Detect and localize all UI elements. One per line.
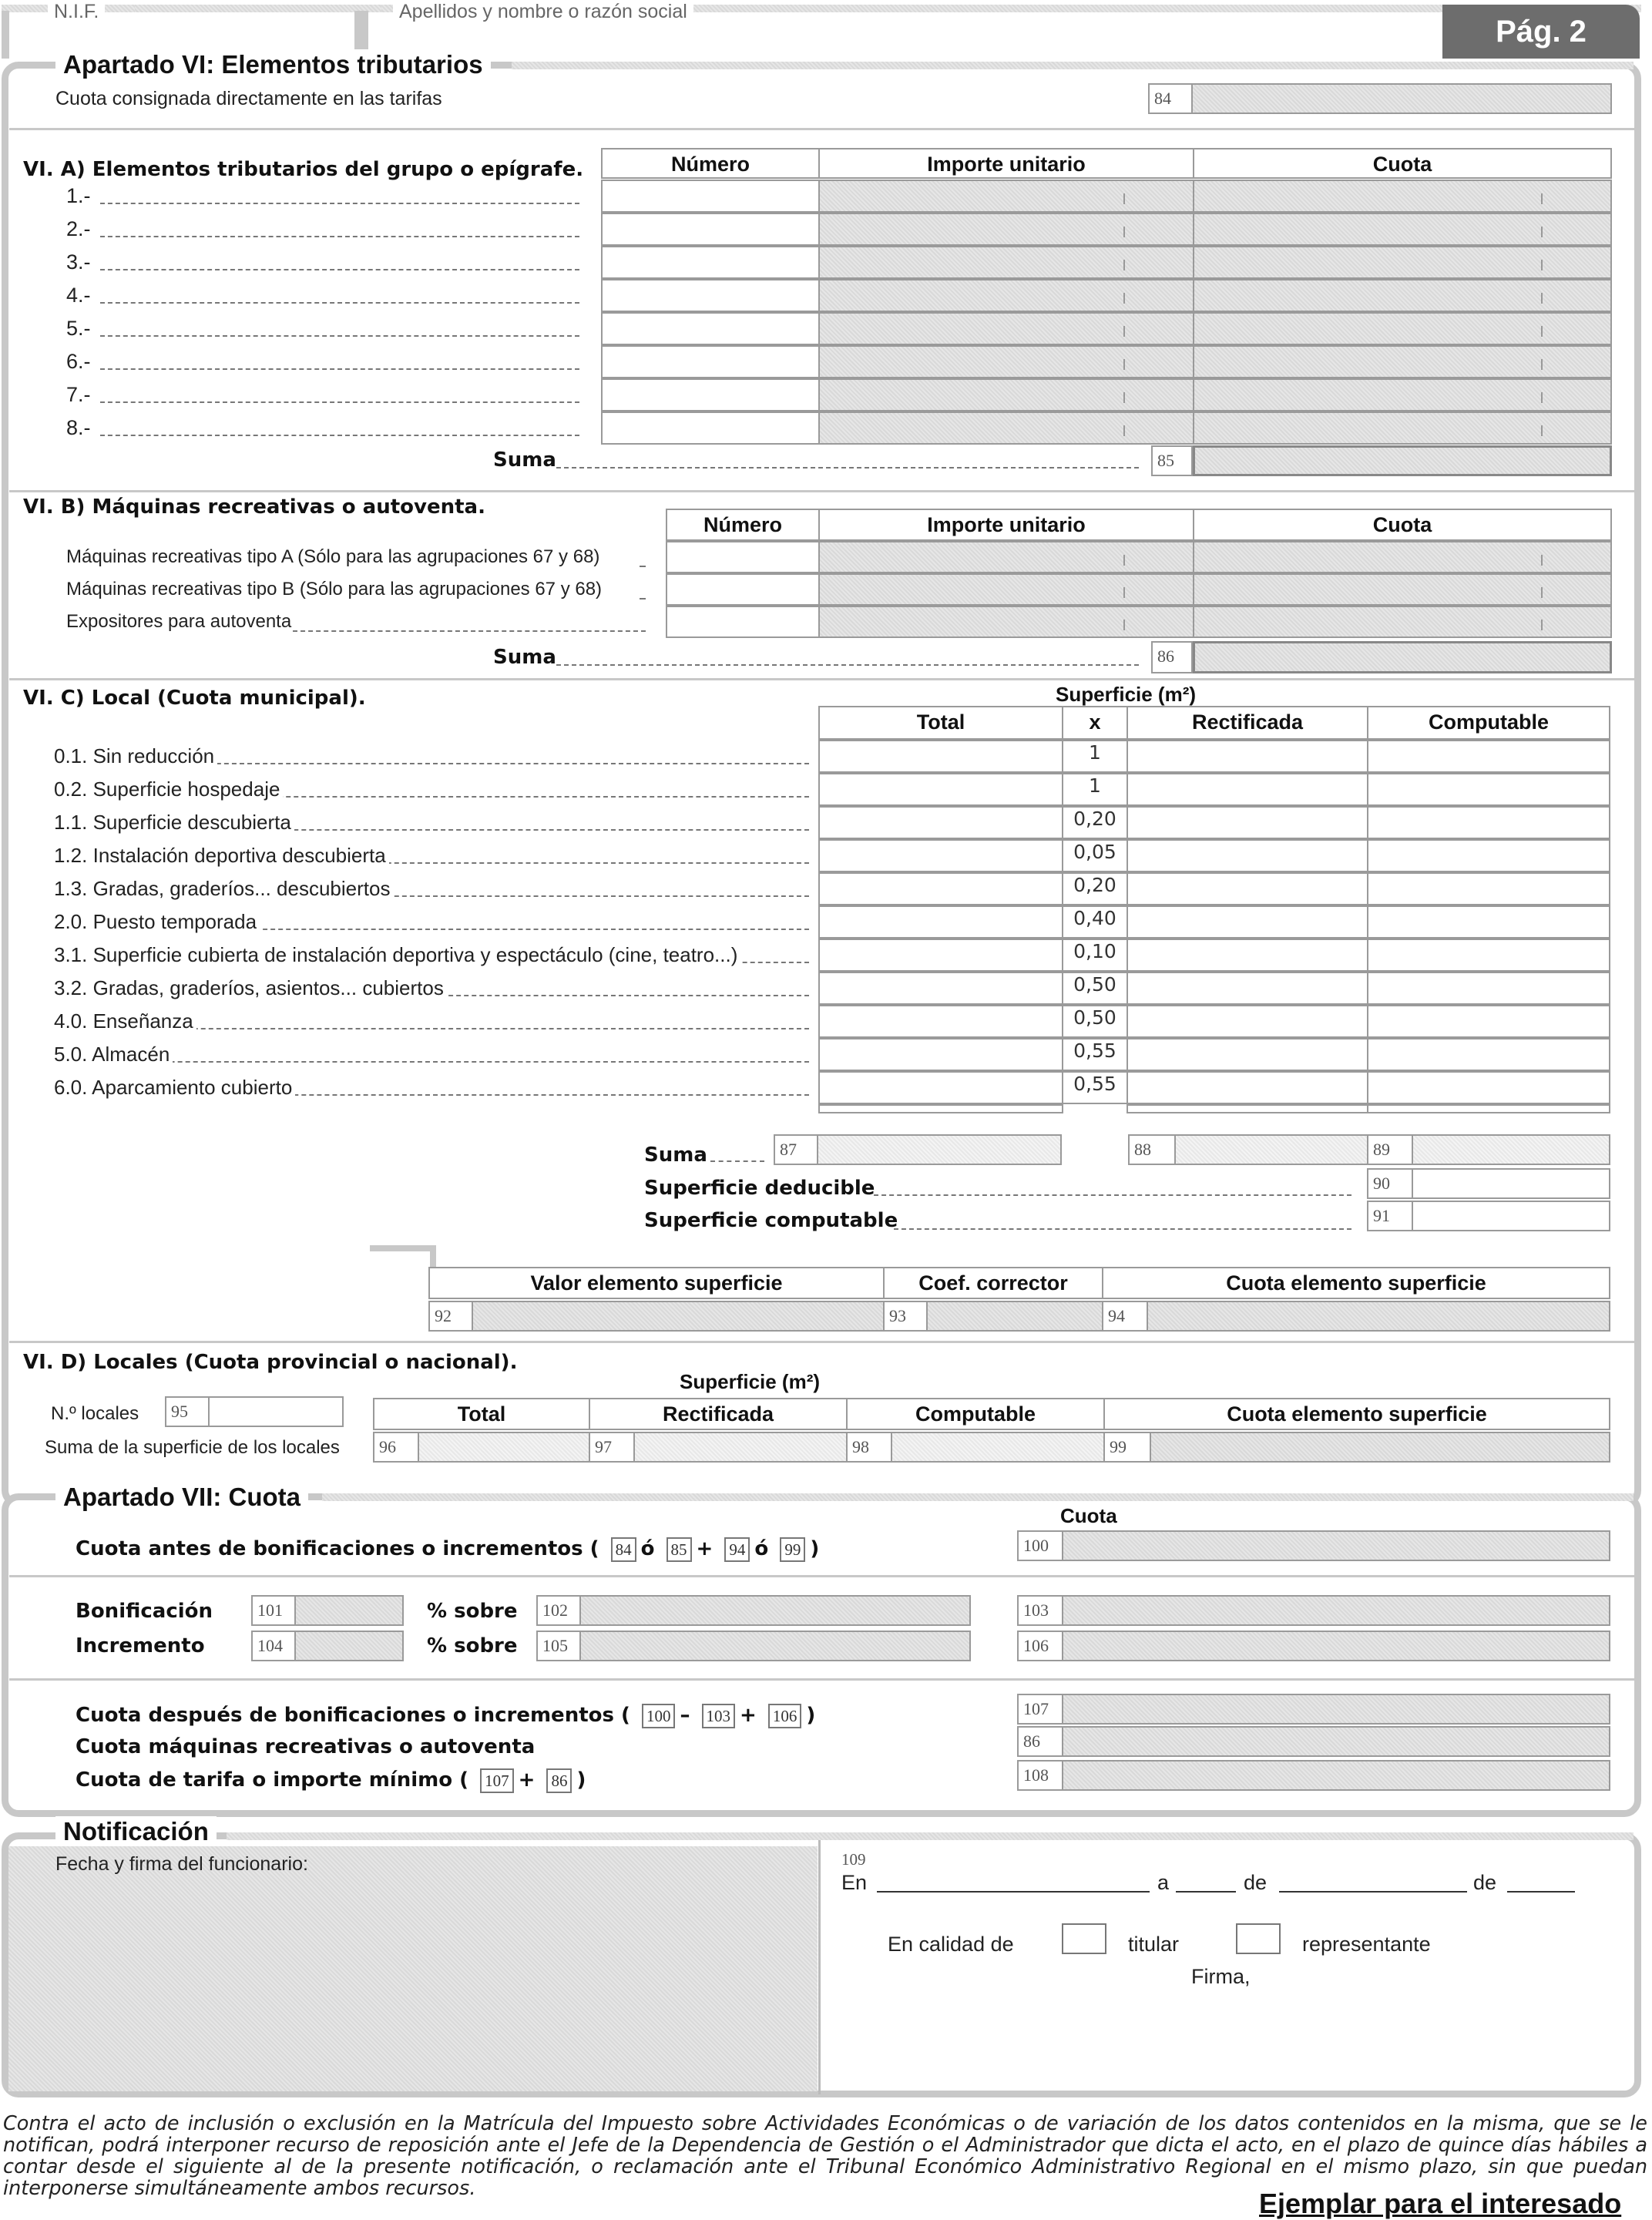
b-row-label-3: Expositores para autoventa [66, 611, 292, 632]
field-93[interactable] [926, 1301, 1103, 1332]
d-header-computable: Computable [846, 1398, 1105, 1430]
fecha-firma-label: Fecha y firma del funcionario: [55, 1853, 308, 1875]
code-90: 90 [1367, 1168, 1413, 1199]
ref-107: 107 [480, 1768, 514, 1793]
field-84[interactable] [1191, 83, 1612, 114]
suma-locales-label: Suma de la superficie de los locales [45, 1437, 340, 1458]
c-row-rectificada-input[interactable] [1127, 1071, 1368, 1104]
b-row-numero-input[interactable] [666, 541, 820, 573]
c-row-computable-input[interactable] [1367, 1071, 1610, 1104]
month-line[interactable] [1279, 1891, 1467, 1893]
decimal-tick [1541, 392, 1543, 403]
field-87[interactable] [817, 1134, 1062, 1165]
field-101[interactable] [294, 1595, 404, 1626]
d-header-rectificada: Rectificada [589, 1398, 848, 1430]
op-plus: + [740, 1704, 757, 1727]
field-104[interactable] [294, 1631, 404, 1661]
title-strip [512, 62, 1634, 69]
divider [9, 1678, 1635, 1681]
apartado-vii-title: Apartado VII: Cuota [55, 1482, 308, 1513]
b-row-label-2: Máquinas recreativas tipo B (Sólo para las agrupaciones 67 y 68) [66, 579, 603, 600]
op-minus: – [680, 1704, 690, 1727]
divider [9, 128, 1635, 130]
code-95: 95 [165, 1396, 210, 1427]
decimal-tick [1541, 326, 1543, 337]
code-92: 92 [428, 1301, 473, 1332]
a-row-importe-input[interactable] [818, 213, 1194, 246]
nif-label: N.I.F. [48, 0, 105, 23]
decimal-tick [1541, 193, 1543, 204]
c-row-total-input[interactable] [818, 740, 1063, 773]
a-row-leader [100, 269, 579, 270]
c-row-rectificada-input[interactable] [1127, 1038, 1368, 1071]
close-paren: ) [576, 1768, 586, 1792]
a-row-cuota-input[interactable] [1193, 411, 1612, 445]
field-95[interactable] [208, 1396, 344, 1427]
a-row-importe-input[interactable] [818, 411, 1194, 445]
c-header-computable: Computable [1367, 706, 1610, 740]
a-row-numero-input[interactable] [601, 411, 820, 445]
cuota-tarifa-formula [76, 1766, 586, 1794]
incremento-label: Incremento [76, 1634, 205, 1657]
c-row-rectificada-input[interactable] [1127, 972, 1368, 1005]
a-row-leader [100, 368, 579, 370]
a-row-numero-input[interactable] [601, 213, 820, 246]
decimal-tick [1123, 359, 1125, 370]
c-row-factor: 0,55 [1062, 1071, 1128, 1104]
code-106: 106 [1017, 1631, 1063, 1661]
ref-84: 84 [611, 1537, 636, 1562]
c-row-computable-input[interactable] [1367, 839, 1610, 872]
c-row-factor: 0,20 [1062, 872, 1128, 905]
decimal-tick [1541, 260, 1543, 270]
n-locales-label: N.º locales [51, 1403, 139, 1424]
code-85: 85 [1151, 445, 1193, 476]
divider [9, 678, 1635, 680]
c-row-computable-input[interactable] [1367, 740, 1610, 773]
section-d-title: VI. D) Locales (Cuota provincial o nacional). [23, 1351, 518, 1374]
b-row-cuota-input[interactable] [1193, 541, 1612, 573]
ref-86: 86 [546, 1768, 572, 1793]
cuota-antes-text: Cuota antes de bonificaciones o incrementos ( [76, 1537, 599, 1560]
ref-94: 94 [724, 1537, 750, 1562]
c-row-rectificada-input[interactable] [1127, 806, 1368, 839]
field-98[interactable] [891, 1432, 1105, 1463]
decimal-tick [1541, 293, 1543, 304]
op-plus: + [518, 1768, 536, 1792]
code-84: 84 [1148, 83, 1193, 114]
b-row-importe-input[interactable] [818, 573, 1194, 606]
titular-label: titular [1128, 1933, 1180, 1956]
a-row-cuota-input[interactable] [1193, 279, 1612, 312]
a-label: a [1157, 1871, 1170, 1894]
c-row-factor: 1 [1062, 773, 1128, 806]
c-row-rectificada-input[interactable] [1127, 839, 1368, 872]
a-row-leader [100, 236, 579, 237]
ejemplar-label: Ejemplar para el interesado [1259, 2188, 1622, 2219]
code-99: 99 [1103, 1432, 1151, 1463]
code-96: 96 [373, 1432, 419, 1463]
op-o: ó [754, 1537, 769, 1560]
year-line[interactable] [1507, 1891, 1575, 1893]
c-row-total-input[interactable] [818, 972, 1063, 1005]
sobre-label-1: % sobre [427, 1600, 518, 1623]
c-suma-leader [710, 1160, 764, 1162]
a-row-importe-input[interactable] [818, 279, 1194, 312]
superficie-computable-label: Superficie computable [644, 1209, 898, 1232]
field-106[interactable] [1062, 1631, 1610, 1661]
a-row-number-5: 5.- [66, 317, 91, 340]
cuota-despues-text: Cuota después de bonificaciones o incrementos ( [76, 1704, 630, 1727]
field-85[interactable] [1193, 445, 1612, 476]
representante-checkbox[interactable] [1236, 1923, 1281, 1954]
code-89: 89 [1367, 1134, 1413, 1165]
field-108[interactable] [1062, 1760, 1610, 1791]
code-108: 108 [1017, 1760, 1063, 1791]
a-row-cuota-input[interactable] [1193, 312, 1612, 345]
section-c-title: VI. C) Local (Cuota municipal). [23, 687, 366, 710]
c-row-total-extra [818, 1104, 1063, 1113]
decimal-tick [1123, 227, 1125, 237]
c-row-factor: 0,55 [1062, 1038, 1128, 1071]
c-row-computable-input[interactable] [1367, 773, 1610, 806]
code-103: 103 [1017, 1595, 1063, 1626]
cuota-antes-formula [76, 1535, 819, 1563]
c-row-rectificada-input[interactable] [1127, 773, 1368, 806]
code-86-b: 86 [1017, 1726, 1063, 1757]
c-row-total-input[interactable] [818, 839, 1063, 872]
field-92[interactable] [472, 1301, 885, 1332]
code-102: 102 [536, 1595, 581, 1626]
firma-label: Firma, [1191, 1965, 1251, 1988]
code-86: 86 [1151, 641, 1193, 673]
legal-note: Contra el acto de inclusión o exclusión en la Matrícula del Impuesto sobre Actividades Económicas o de variación de los datos contenidos en la misma, que se le notifican, podrá interponer recurso de reposición ante el Jefe de la Dependencia de Gestión o el Administrador que dicta el acto, en el plazo de quince días hábiles a contar desde el siguiente al de la presente notificación, o reclamación ante el Tribunal Económico Administrativo Regional en el mismo plazo, sin que puedan interponerse simultáneamente ambos recursos. [3, 2112, 1647, 2200]
superficie-deducible-label: Superficie deducible [644, 1177, 875, 1200]
c-row-comp-extra [1367, 1104, 1610, 1113]
decimal-tick [1123, 260, 1125, 270]
representante-label: representante [1302, 1933, 1431, 1956]
a-row-numero-input[interactable] [601, 279, 820, 312]
c-row-rectificada-input[interactable] [1127, 939, 1368, 972]
c-row-computable-input[interactable] [1367, 872, 1610, 905]
c-suma-label: Suma [644, 1144, 707, 1167]
op-plus: + [696, 1537, 714, 1560]
a-row-leader [100, 401, 579, 403]
a-row-leader [100, 335, 579, 337]
field-107[interactable] [1062, 1694, 1610, 1725]
a-row-cuota-input[interactable] [1193, 345, 1612, 378]
a-row-leader [100, 203, 579, 204]
a-row-cuota-input[interactable] [1193, 213, 1612, 246]
b-row-importe-input[interactable] [818, 606, 1194, 638]
code-98: 98 [846, 1432, 892, 1463]
a-row-importe-input[interactable] [818, 345, 1194, 378]
close-paren: ) [806, 1704, 816, 1727]
field-96[interactable] [418, 1432, 590, 1463]
c-row-label-2: 0.2. Superficie hospedaje [54, 778, 283, 801]
a-row-numero-input[interactable] [601, 180, 820, 213]
decimal-tick [1541, 227, 1543, 237]
b-row-numero-input[interactable] [666, 606, 820, 638]
a-row-number-2: 2.- [66, 217, 91, 240]
c-row-computable-input[interactable] [1367, 806, 1610, 839]
c-header-rectificada: Rectificada [1127, 706, 1368, 740]
decimal-tick [1541, 620, 1543, 630]
code-88: 88 [1128, 1134, 1176, 1165]
a-row-number-8: 8.- [66, 416, 91, 439]
a-row-number-1: 1.- [66, 184, 91, 207]
c-row-factor: 0,40 [1062, 905, 1128, 939]
c-row-factor: 0,50 [1062, 972, 1128, 1005]
c-row-rectificada-input[interactable] [1127, 872, 1368, 905]
nif-field[interactable] [135, 5, 381, 12]
cuota-tarifas-label: Cuota consignada directamente en las tarifas [55, 88, 442, 109]
code-101: 101 [251, 1595, 296, 1626]
en-place-line[interactable] [877, 1891, 1150, 1893]
a-row-cuota-input[interactable] [1193, 246, 1612, 279]
en-label: En [841, 1871, 868, 1894]
ref-99: 99 [780, 1537, 805, 1562]
c-row-total-input[interactable] [818, 872, 1063, 905]
notif-divider [818, 1840, 821, 2094]
b-row-cuota-input[interactable] [1193, 606, 1612, 638]
code-109: 109 [841, 1850, 866, 1869]
code-93: 93 [883, 1301, 928, 1332]
name-label: Apellidos y nombre o razón social [393, 0, 693, 23]
b-row-numero-input[interactable] [666, 573, 820, 606]
decimal-tick [1123, 392, 1125, 403]
b-row-label-1: Máquinas recreativas tipo A (Sólo para las agrupaciones 67 y 68) [66, 546, 600, 567]
a-row-number-6: 6.- [66, 350, 91, 373]
field-100[interactable] [1062, 1530, 1610, 1561]
a-row-importe-input[interactable] [818, 312, 1194, 345]
c-row-factor: 0,10 [1062, 939, 1128, 972]
deducible-leader [874, 1194, 1351, 1196]
c-row-label-11: 6.0. Aparcamiento cubierto [54, 1076, 295, 1099]
b-suma-label: Suma [493, 646, 556, 669]
computable-leader [894, 1228, 1351, 1230]
field-103[interactable] [1062, 1595, 1610, 1626]
funcionario-signature-area[interactable] [8, 1846, 818, 2091]
field-89[interactable] [1412, 1134, 1610, 1165]
a-suma-label: Suma [493, 448, 556, 472]
field-86[interactable] [1193, 641, 1612, 673]
decimal-tick [1541, 425, 1543, 436]
title-strip [322, 1493, 1634, 1501]
cuota-maquinas-label: Cuota máquinas recreativas o autoventa [76, 1735, 536, 1758]
field-91[interactable] [1412, 1201, 1610, 1231]
b-header-cuota: Cuota [1193, 509, 1612, 541]
a-header-cuota: Cuota [1193, 148, 1612, 179]
decimal-tick [1123, 193, 1125, 204]
c-row-label-9: 4.0. Enseñanza [54, 1009, 196, 1033]
c-row-factor: 0,05 [1062, 839, 1128, 872]
field-99[interactable] [1150, 1432, 1610, 1463]
cuota-despues-formula [76, 1701, 815, 1729]
sobre-label-2: % sobre [427, 1634, 518, 1657]
b-suma-leader [556, 664, 1139, 666]
b-row-leader [640, 566, 646, 567]
c-row-computable-input[interactable] [1367, 972, 1610, 1005]
a-row-numero-input[interactable] [601, 345, 820, 378]
close-paren: ) [810, 1537, 820, 1560]
code-94: 94 [1102, 1301, 1148, 1332]
b-row-leader [640, 598, 646, 600]
b-row-leader [293, 630, 646, 632]
decimal-tick [1541, 555, 1543, 566]
c-row-rectificada-input[interactable] [1127, 740, 1368, 773]
ref-106: 106 [768, 1704, 802, 1728]
divider [9, 1341, 1635, 1343]
c-row-total-input[interactable] [818, 1005, 1063, 1038]
c-row-label-5: 1.3. Gradas, graderíos... descubiertos [54, 877, 393, 900]
decimal-tick [1541, 587, 1543, 598]
c-row-total-input[interactable] [818, 1038, 1063, 1071]
a-row-importe-input[interactable] [818, 378, 1194, 411]
c-row-factor: 1 [1062, 740, 1128, 773]
decimal-tick [1123, 620, 1125, 630]
c-row-label-10: 5.0. Almacén [54, 1043, 173, 1066]
code-91: 91 [1367, 1201, 1413, 1231]
decimal-tick [1123, 555, 1125, 566]
field-97[interactable] [633, 1432, 848, 1463]
divider [9, 490, 1635, 492]
decimal-tick [1123, 425, 1125, 436]
c-row-leader [62, 1061, 809, 1063]
code-100: 100 [1017, 1530, 1063, 1561]
code-105: 105 [536, 1631, 581, 1661]
b-header-importe: Importe unitario [818, 509, 1194, 541]
b-header-numero: Número [666, 509, 820, 541]
de-label-2: de [1473, 1871, 1497, 1894]
c-header-x: x [1062, 706, 1128, 740]
a-row-cuota-input[interactable] [1193, 180, 1612, 213]
ref-103: 103 [702, 1704, 736, 1728]
a-header-importe: Importe unitario [818, 148, 1194, 179]
c-row-label-7: 3.1. Superficie cubierta de instalación deportiva y espectáculo (cine, teatro...) [54, 943, 740, 966]
page-number: Pág. 2 [1442, 5, 1640, 59]
a-row-numero-input[interactable] [601, 378, 820, 411]
a-row-importe-input[interactable] [818, 180, 1194, 213]
day-line[interactable] [1176, 1891, 1236, 1893]
c-row-label-8: 3.2. Gradas, graderíos, asientos... cubiertos [54, 976, 447, 999]
c-row-total-input[interactable] [818, 1071, 1063, 1104]
bonificacion-label: Bonificación [76, 1600, 213, 1623]
c-row-rectificada-input[interactable] [1127, 1005, 1368, 1038]
a-header-numero: Número [601, 148, 820, 179]
field-90[interactable] [1412, 1168, 1610, 1199]
code-104: 104 [251, 1631, 296, 1661]
calidad-label: En calidad de [888, 1933, 1014, 1956]
ref-100: 100 [642, 1704, 676, 1728]
code-107: 107 [1017, 1694, 1063, 1725]
header-left-edge [2, 11, 9, 59]
c-row-total-input[interactable] [818, 773, 1063, 806]
c-row-factor: 0,20 [1062, 806, 1128, 839]
c-header-total: Total [818, 706, 1063, 740]
c-row-label-3: 1.1. Superficie descubierta [54, 811, 294, 834]
c-row-factor: 0,50 [1062, 1005, 1128, 1038]
coef-header: Coef. corrector [883, 1267, 1103, 1299]
c-superficie-label: Superficie (m²) [1056, 683, 1197, 706]
title-strip [227, 1832, 1634, 1840]
c-row-label-4: 1.2. Instalación deportiva descubierta [54, 844, 389, 867]
a-row-numero-input[interactable] [601, 246, 820, 279]
d-superficie-label: Superficie (m²) [680, 1370, 821, 1393]
c-row-rectificada-input[interactable] [1127, 905, 1368, 939]
code-87: 87 [774, 1134, 818, 1165]
a-row-number-7: 7.- [66, 383, 91, 406]
cuota-tarifa-text: Cuota de tarifa o importe mínimo ( [76, 1768, 469, 1792]
c-row-computable-input[interactable] [1367, 939, 1610, 972]
field-86-b[interactable] [1062, 1726, 1610, 1757]
apartado-vi-title: Apartado VI: Elementos tributarios [55, 49, 491, 80]
a-row-leader [100, 435, 579, 436]
de-label-1: de [1244, 1871, 1268, 1894]
c-row-rect-extra [1127, 1104, 1368, 1113]
code-97: 97 [589, 1432, 635, 1463]
op-o: ó [640, 1537, 655, 1560]
section-a-title: VI. A) Elementos tributarios del grupo o epígrafe. [23, 158, 584, 181]
field-102[interactable] [579, 1595, 971, 1626]
d-header-cuota: Cuota elemento superficie [1103, 1398, 1610, 1430]
b-row-importe-input[interactable] [818, 541, 1194, 573]
a-suma-leader [556, 467, 1139, 469]
a-row-numero-input[interactable] [601, 312, 820, 345]
c-valor-bracket [370, 1245, 436, 1268]
b-row-cuota-input[interactable] [1193, 573, 1612, 606]
a-row-importe-input[interactable] [818, 246, 1194, 279]
cuota-elemento-header: Cuota elemento superficie [1102, 1267, 1610, 1299]
d-header-total: Total [373, 1398, 590, 1430]
c-row-total-input[interactable] [818, 806, 1063, 839]
a-row-number-4: 4.- [66, 284, 91, 307]
titular-checkbox[interactable] [1062, 1923, 1106, 1954]
a-row-cuota-input[interactable] [1193, 378, 1612, 411]
c-row-computable-input[interactable] [1367, 905, 1610, 939]
field-94[interactable] [1147, 1301, 1610, 1332]
c-row-computable-input[interactable] [1367, 1005, 1610, 1038]
decimal-tick [1123, 587, 1125, 598]
decimal-tick [1541, 359, 1543, 370]
divider [9, 1575, 1635, 1577]
valor-header: Valor elemento superficie [428, 1267, 885, 1299]
section-b-title: VI. B) Máquinas recreativas o autoventa. [23, 495, 485, 519]
c-row-total-input[interactable] [818, 939, 1063, 972]
a-row-number-3: 3.- [66, 250, 91, 274]
field-105[interactable] [579, 1631, 971, 1661]
c-row-label-6: 2.0. Puesto temporada [54, 910, 260, 933]
c-row-total-input[interactable] [818, 905, 1063, 939]
cuota-column-header: Cuota [1060, 1504, 1117, 1527]
decimal-tick [1123, 326, 1125, 337]
decimal-tick [1123, 293, 1125, 304]
c-row-label-1: 0.1. Sin reducción [54, 744, 217, 767]
c-row-computable-input[interactable] [1367, 1038, 1610, 1071]
field-88[interactable] [1174, 1134, 1368, 1165]
a-row-leader [100, 302, 579, 304]
ref-85: 85 [667, 1537, 692, 1562]
notificacion-title: Notificación [55, 1816, 217, 1847]
